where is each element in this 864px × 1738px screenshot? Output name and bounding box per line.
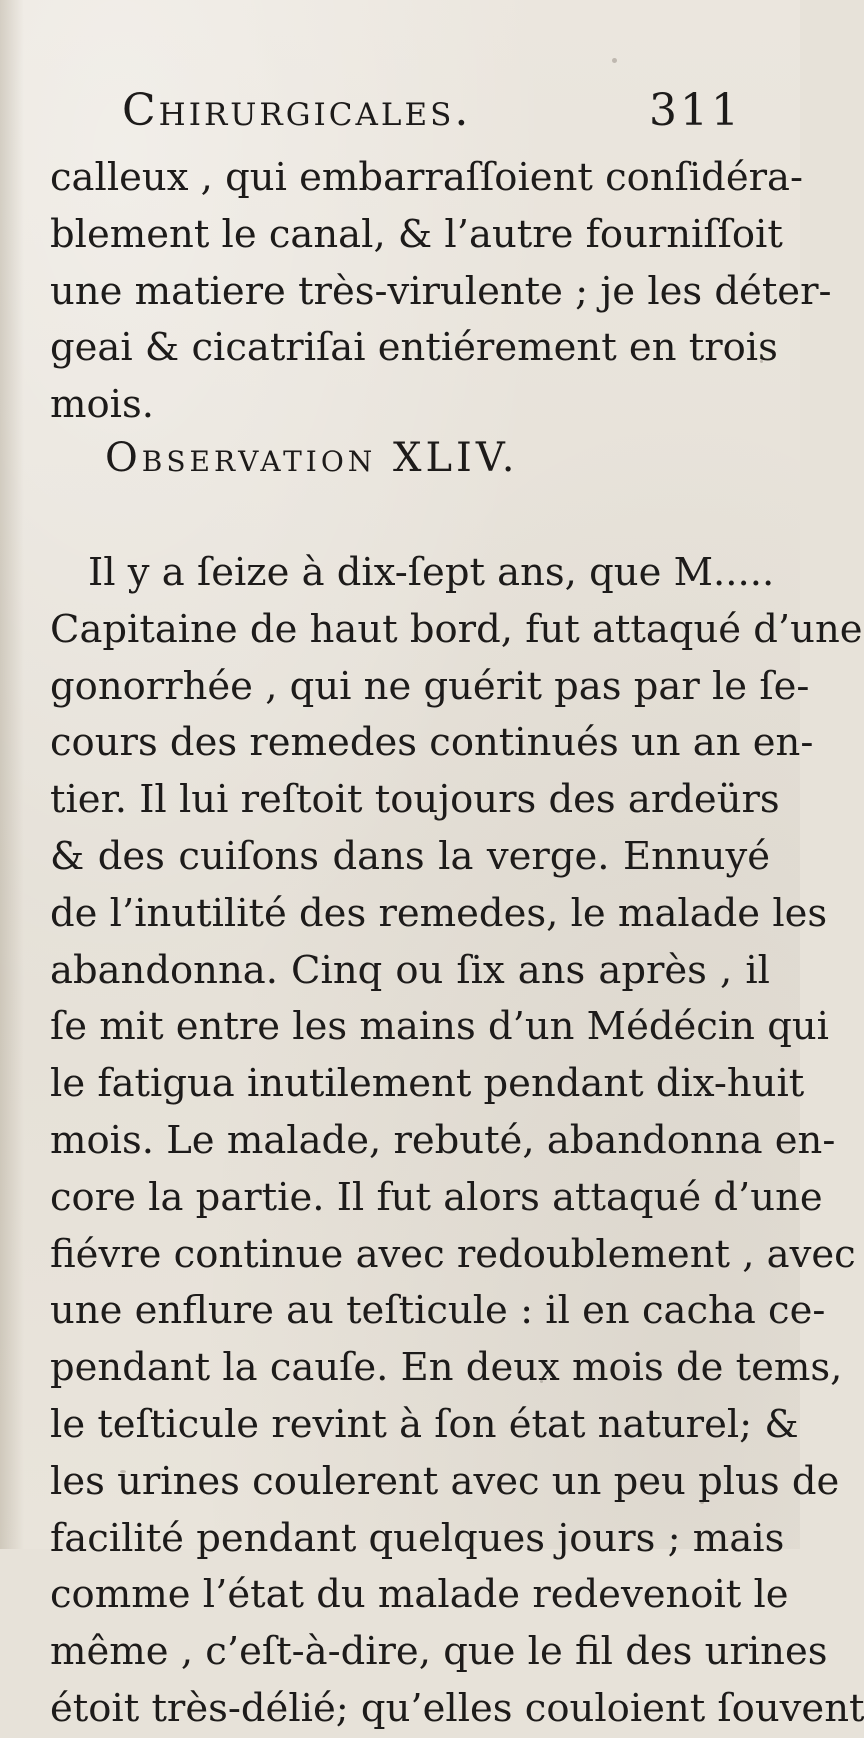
page-number: 311 [649,85,742,136]
text-line: Il y a ſeize à dix-ſept ans, que M..... [88,550,775,595]
text-line: gonorrhée , qui ne guérit pas par le ſe- [50,663,810,709]
text-line: calleux , qui embarraſſoient conſidéra- [50,155,803,200]
text-line: facilité pendant quelques jours ; mais [50,1515,785,1561]
text-line: le teſticule revint à ſon état naturel; & [50,1401,799,1447]
paragraph-2 [50,545,864,1738]
text-line: geai & cicatriſai entiérement en trois [50,325,778,371]
text-line: cours des remedes continués un an en- [50,720,814,766]
text-line: mois. Le malade, rebuté, abandonna en- [50,1117,836,1163]
running-head-title: Chirurgicales. [122,85,472,136]
text-line: core la partie. Il fut alors attaqué d’une [50,1174,823,1220]
paragraph-1 [50,150,832,434]
text-line: & des cuiſons dans la verge. Ennuyé [50,833,770,879]
text-line: de l’inutilité des remedes, le malade les [50,890,828,936]
text-line: comme l’état du malade redevenoit le [50,1572,789,1618]
text-line: pendant la cauſe. En deux mois de tems, [50,1345,843,1391]
text-line: même , c’eſt-à-dire, que le fil des urines [50,1629,828,1675]
text-line: étoit très-délié; qu’elles couloient ſouvent [50,1685,864,1731]
text-line: blement le canal, & l’autre fourniſſoit [50,211,783,257]
text-line: fiévre continue avec redoublement , avec [50,1231,856,1277]
text-line: ſe mit entre les mains d’un Médécin qui [50,1004,829,1050]
text-line: Capitaine de haut bord, fut attaqué d’une [50,606,863,652]
text-line: une matiere très-virulente ; je les déter- [50,268,832,314]
running-head [122,76,762,146]
text-line: le fatigua inutilement pendant dix-huit [50,1061,805,1107]
observation-heading: Observation XLIV. [105,435,519,481]
text-line: mois. [50,382,154,428]
text-line: tier. Il lui reſtoit toujours des ardeürs [50,777,780,823]
text-line: une enflure au teſticule : il en cacha ce- [50,1288,826,1334]
page-edge-shadow [0,0,24,1549]
paper-speck [612,58,617,63]
text-line: les urines coulerent avec un peu plus de [50,1458,840,1504]
text-line: abandonna. Cinq ou ſix ans après , il [50,947,770,993]
